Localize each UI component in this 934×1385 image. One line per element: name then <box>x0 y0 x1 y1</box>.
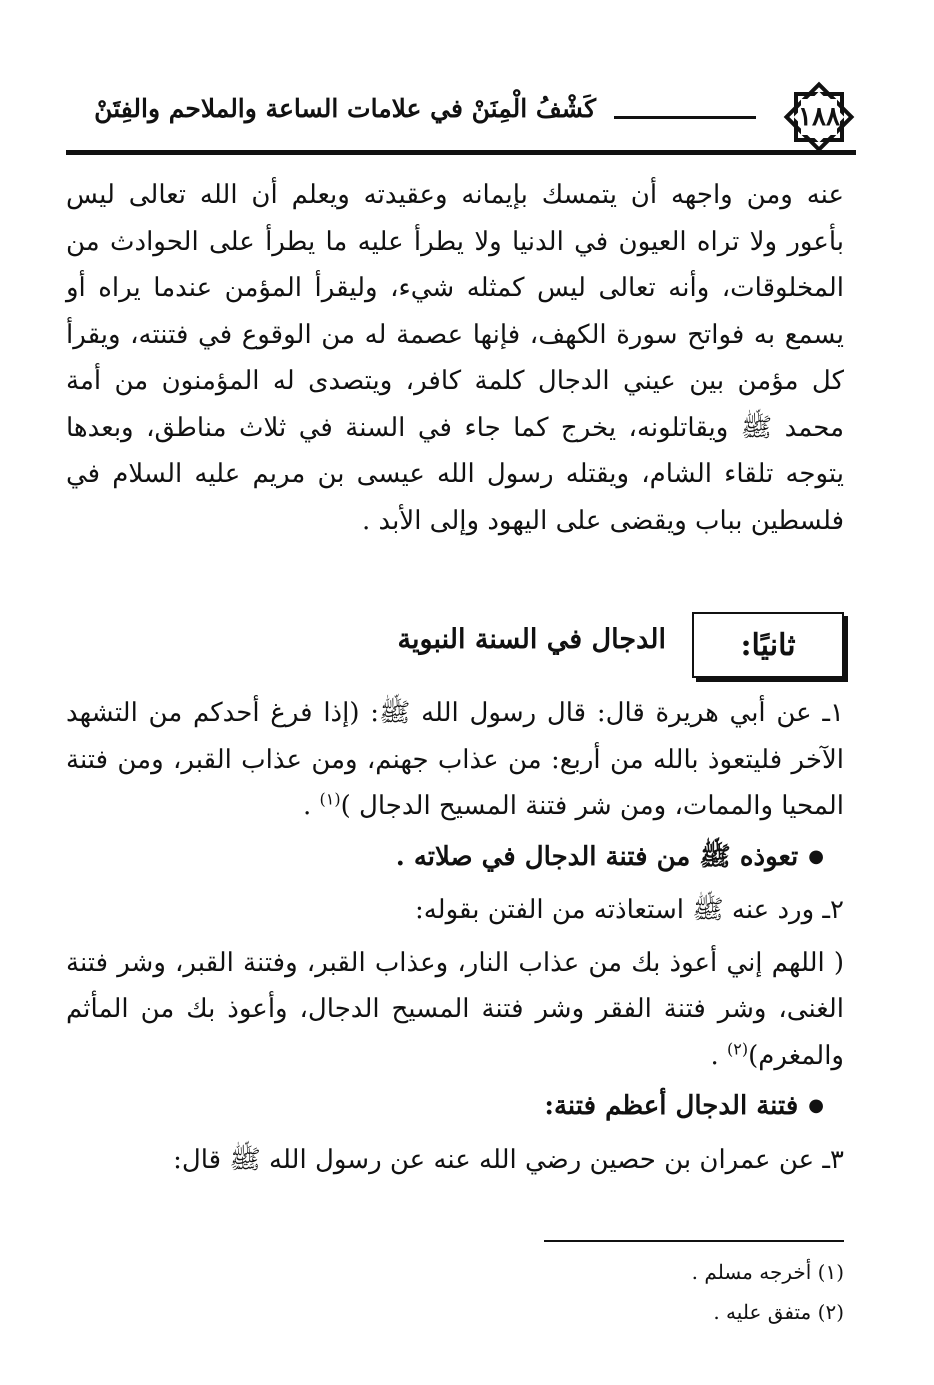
section-heading <box>66 606 844 684</box>
footnote-divider <box>544 1240 844 1242</box>
hadith-3-text: عن عمران بن حصين رضي الله عنه عن رسول الله ﷺ قال: <box>173 1144 815 1175</box>
footnotes <box>66 1252 844 1332</box>
footnote-2: (٢) متفق عليه . <box>713 1300 844 1324</box>
hadith-1-text: عن أبي هريرة قال: قال رسول الله ﷺ: (إذا فرغ أحدكم من التشهد الآخر فليتعوذ بالله من أربع: من عذاب جهنم، ومن عذاب القبر، ومن فتنة المحيا والممات، ومن شر فتنة المسيح الدجال ) <box>66 698 844 821</box>
hadith-3 <box>66 1137 844 1184</box>
main-paragraph <box>66 172 844 544</box>
bullet-2: ● فتنة الدجال أعظم فتنة: <box>66 1083 844 1133</box>
hadith-3-number: ٣ـ <box>822 1144 844 1175</box>
bullet-1: ● تعوذه ﷺ من فتنة الدجال في صلاته . <box>66 834 844 884</box>
header-rule <box>66 150 856 155</box>
hadith-2-number: ٢ـ <box>822 895 844 925</box>
hadith-1 <box>66 690 844 830</box>
hadith-list <box>66 690 844 1183</box>
page-number-badge <box>782 80 856 154</box>
footnote-1: (١) أخرجه مسلم . <box>691 1260 844 1284</box>
footnote-ref-1: (١) <box>319 789 341 809</box>
quote-end: . <box>710 1040 728 1071</box>
hadith-2-text: ورد عنه ﷺ استعاذته من الفتن بقوله: <box>414 895 815 925</box>
section-label-box: ثانيًا: <box>692 612 844 678</box>
hadith-1-end: . <box>302 791 320 821</box>
quote-text: ( اللهم إني أعوذ بك من عذاب النار، وعذاب القبر، وفتنة القبر، وشر فتنة الغنى، وشر فتنة الفقر وشر فتنة المسيح الدجال، وأعوذ بك من المأثم والمغرم) <box>66 947 844 1071</box>
footnote-ref-2: (٢) <box>727 1038 749 1058</box>
book-title: كَشْفُ الْمِنَنْ في علامات الساعة والملاحم والفِتَنْ <box>94 94 596 123</box>
hadith-1-number: ١ـ <box>822 698 844 728</box>
page-header <box>66 80 856 152</box>
header-dash <box>614 116 756 119</box>
page-number: ١٨٨ <box>798 102 840 132</box>
paragraph-text: عنه ومن واجهه أن يتمسك بإيمانه وعقيدته ويعلم أن الله تعالى ليس بأعور ولا تراه العيون في الدنيا ولا يطرأ عليه ما يطرأ على الحوادث من المخلوقات، وأنه تعالى ليس كمثله شيء، وليقرأ المؤمن عندما يراه أو يسمع به فواتح سورة الكهف، فإنها عصمة له من الوقوع في فتنته، ويقرأ كل مؤمن بين عيني الدجال كلمة كافر، ويتصدى له المؤمنون من أمة محمد ﷺ ويقاتلونه، يخرج كما جاء في السنة في ثلاث مناطق، وبعدها يتوجه تلقاء الشام، ويقتله رسول الله عيسى بن مريم عليه السلام في فلسطين بباب ويقضى على اليهود وإلى الأبد . <box>66 180 844 536</box>
hadith-2 <box>66 887 844 934</box>
section-title: الدجال في السنة النبوية <box>397 624 666 655</box>
supplication-quote <box>66 940 844 1080</box>
